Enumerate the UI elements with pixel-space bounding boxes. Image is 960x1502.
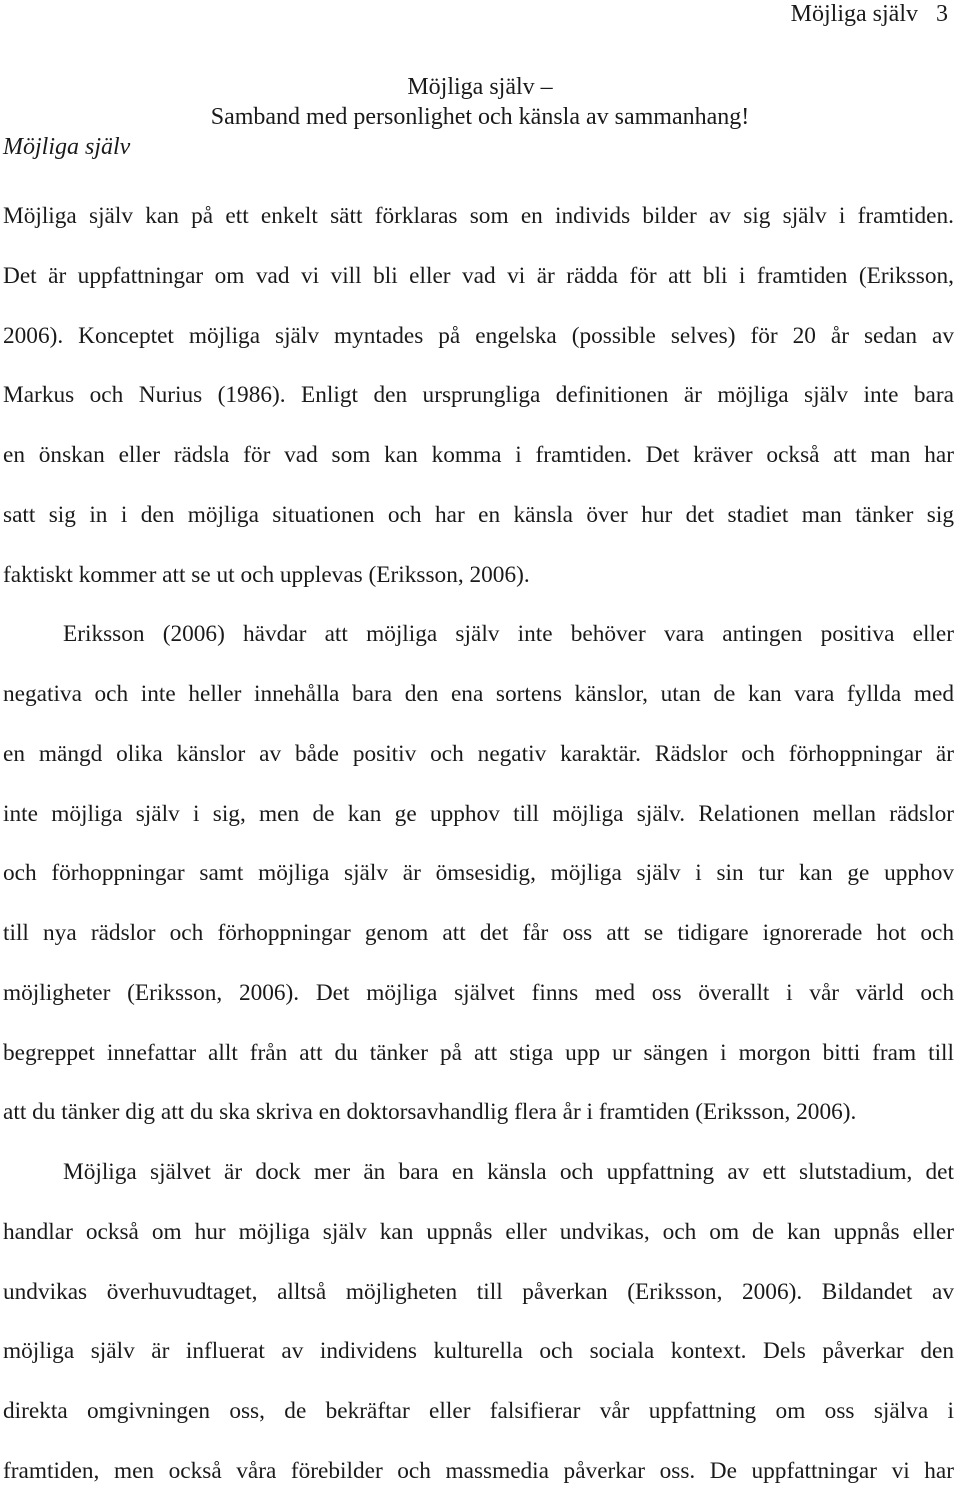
section-heading: Möjliga själv (3, 134, 131, 160)
text-line: framtiden, men också våra förebilder och massmedia påverkar oss. De uppfattningar vi har (3, 1457, 954, 1484)
text-line: inte möjliga själv i sig, men de kan ge upphov till möjliga själv. Relationen mellan rädslor (3, 800, 954, 827)
text-line: Eriksson (2006) hävdar att möjliga själv inte behöver vara antingen positiva eller (63, 621, 954, 648)
body-text (3, 187, 954, 1502)
text-line: möjligheter (Eriksson, 2006). Det möjliga självet finns med oss överallt i vår värld och (3, 979, 954, 1006)
paragraph-3 (3, 1143, 954, 1502)
text-line: direkta omgivningen oss, de bekräftar eller falsifierar vår uppfattning om oss själva i (3, 1398, 954, 1424)
text-line: faktiskt kommer att se ut och upplevas (Eriksson, 2006). (3, 561, 530, 588)
text-line: Markus och Nurius (1986). Enligt den ursprungliga definitionen är möjliga själv inte bara (3, 382, 954, 409)
text-line: en önskan eller rädsla för vad som kan komma i framtiden. Det kräver också att man har (3, 442, 954, 468)
text-line: att du tänker dig att du ska skriva en doktorsavhandlig flera år i framtiden (Eriksson, 2006). (3, 1099, 857, 1126)
text-line: Möjliga själv kan på ett enkelt sätt förklaras som en individs bilder av sig själv i framtiden. (3, 203, 954, 229)
text-line: 2006). Konceptet möjliga själv myntades på engelska (possible selves) för 20 år sedan av (3, 322, 954, 349)
text-line: begreppet innefattar allt från att du tänker på att stiga upp ur sängen i morgon bitti fram till (3, 1039, 954, 1066)
document-title (0, 72, 960, 132)
running-head-title: Möjliga själv (790, 1, 918, 27)
text-line: och förhoppningar samt möjliga själv är ömsesidig, möjliga själv i sin tur kan ge upphov (3, 860, 954, 887)
text-line: negativa och inte heller innehålla bara den ena sortens känslor, utan de kan vara fyllda med (3, 681, 954, 707)
text-line: möjliga själv är influerat av individens kulturella och sociala kontext. Dels påverkar den (3, 1338, 954, 1365)
text-line: handlar också om hur möjliga själv kan uppnås eller undvikas, och om de kan uppnås eller (3, 1218, 954, 1245)
text-line: satt sig in i den möjliga situationen och har en känsla över hur det stadiet man tänker sig (3, 501, 954, 528)
text-line: en mängd olika känslor av både positiv och negativ karaktär. Rädslor och förhoppningar är (3, 740, 954, 767)
title-line-2: Samband med personlighet och känsla av sammanhang! (210, 104, 750, 130)
title-line-1: Möjliga själv – (407, 74, 553, 100)
text-line: undvikas överhuvudtaget, alltså möjligheten till påverkan (Eriksson, 2006). Bildandet av (3, 1278, 954, 1305)
text-line: Möjliga självet är dock mer än bara en känsla och uppfattning av ett slutstadium, det (63, 1159, 954, 1185)
running-head (791, 0, 948, 28)
paragraph-1 (3, 187, 954, 605)
text-line: Det är uppfattningar om vad vi vill bli eller vad vi är rädda för att bli i framtiden (Eriksson, (3, 262, 954, 289)
text-line: till nya rädslor och förhoppningar genom att det får oss att se tidigare ignorerade hot och (3, 920, 954, 946)
page-number: 3 (936, 1, 948, 27)
paragraph-2 (3, 605, 954, 1143)
